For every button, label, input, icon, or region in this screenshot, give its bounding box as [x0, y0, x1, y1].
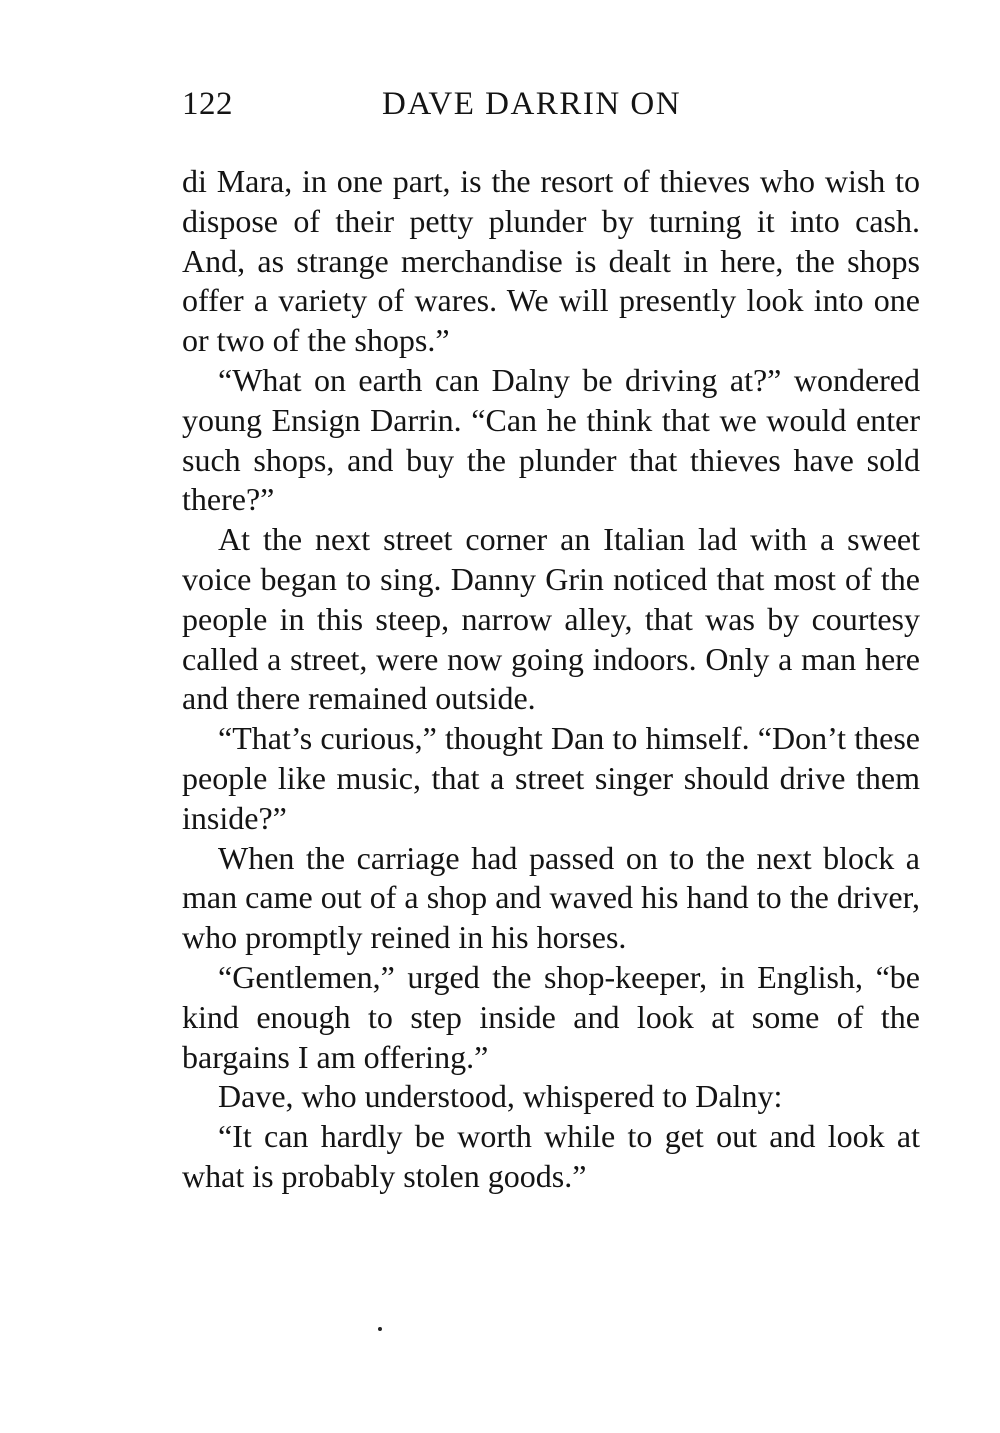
paragraph: Dave, who understood, whispered to Dalny:: [218, 1078, 783, 1115]
paragraph: di Mara, in one part, is the resort of thieves who wish to dispose of their petty plunder by turning it into cash. And, as strange merchandise is dealt in here, the shops offer a variety of wares. We will presently look into one or two of the shops.”: [182, 163, 920, 359]
paragraph: “That’s curious,” thought Dan to himself. “Don’t these people like music, that a street singer should drive them inside?”: [182, 720, 920, 836]
paragraph: “Gentlemen,” urged the shop-keeper, in English, “be kind enough to step inside and look at some of the bargains I am offering.”: [182, 958, 920, 1075]
paragraph: “It can hardly be worth while to get out and look at what is probably stolen goods.”: [182, 1118, 920, 1194]
running-head: DAVE DARRIN ON: [382, 86, 682, 122]
page-header: [182, 82, 920, 126]
paragraph: When the carriage had passed on to the next block a man came out of a shop and waved his hand to the driver, who promptly reined in his horses.: [182, 839, 920, 956]
paragraph: “What on earth can Dalny be driving at?” wondered young Ensign Darrin. “Can he think that we would enter such shops, and buy the plunder that thieves have sold there?”: [182, 361, 920, 518]
paragraph: At the next street corner an Italian lad with a sweet voice began to sing. Danny Grin noticed that most of the people in this steep, narrow alley, that was by courtesy called a street, were now going indoors. Only a man here and there remained outside.: [182, 521, 920, 717]
page-number: 122: [182, 86, 233, 122]
body-text: [182, 162, 920, 1197]
ink-speck: [378, 1327, 382, 1331]
